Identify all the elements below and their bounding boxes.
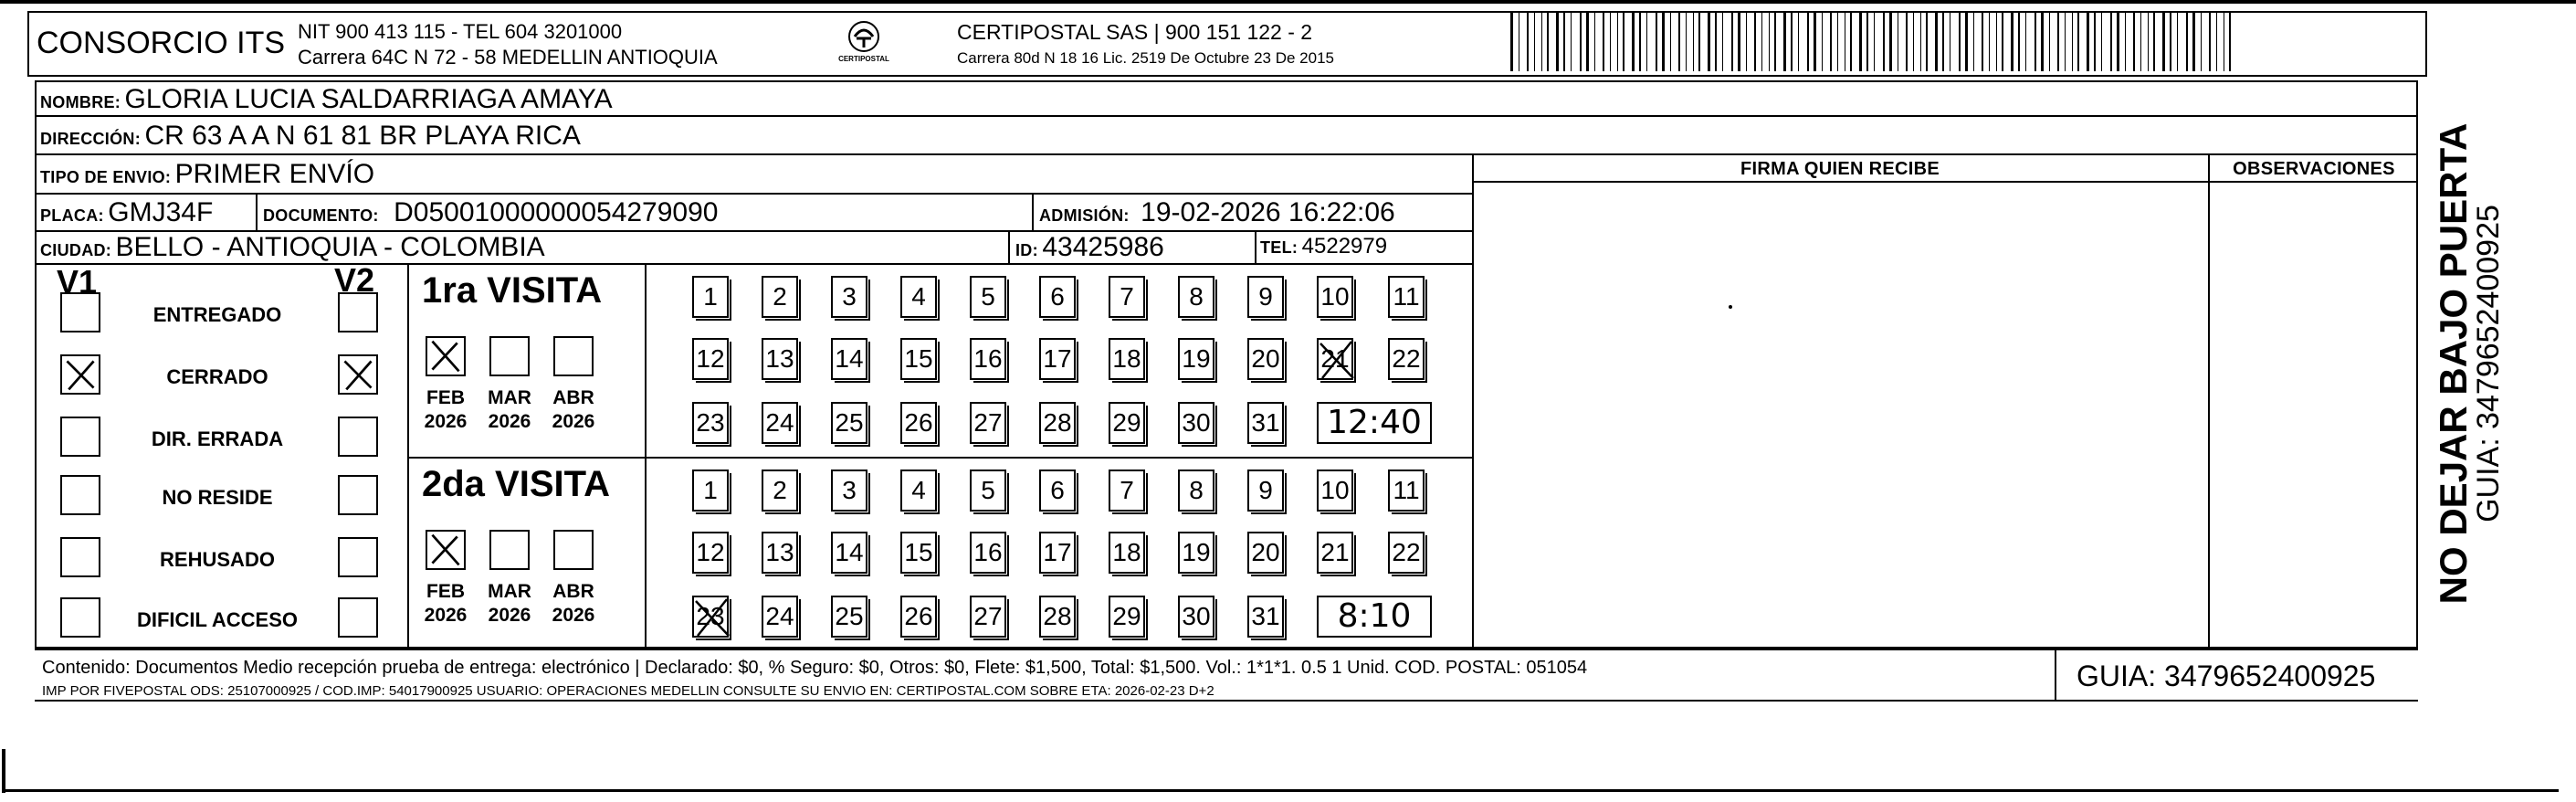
footer-guia: GUIA: 3479652400925 (2077, 660, 2376, 692)
day-box[interactable]: 22 (1388, 532, 1425, 574)
day-box[interactable]: 9 (1247, 470, 1284, 512)
signature-dot (1729, 305, 1732, 309)
day-box[interactable]: 30 (1178, 596, 1214, 638)
tel-label: TEL: (1260, 238, 1299, 257)
day-mark (692, 596, 732, 641)
documento-field (263, 197, 718, 228)
admision-value: 19-02-2026 16:22:06 (1141, 197, 1395, 227)
month-year: 2026 (424, 605, 468, 626)
day-mark (1317, 338, 1357, 384)
bottom-edge (2, 789, 2559, 792)
direccion-value: CR 63 A A N 61 81 BR PLAYA RICA (144, 121, 581, 151)
status-checkbox-v1[interactable] (60, 417, 100, 457)
day-box[interactable]: 29 (1109, 596, 1145, 638)
day-box[interactable]: 3 (831, 276, 867, 318)
contenido-line: Contenido: Documentos Medio recepción prueba de entrega: electrónico | Declarado: $0, % Seguro: $0, Otros: $0, Flete: $1,500, Total: $1,500. Vol.: 1*1*1. 0.5 1 Unid. COD. POSTAL: 051054 (42, 658, 1588, 678)
admision-label: ADMISIÓN: (1039, 206, 1130, 225)
tipo-value: PRIMER ENVÍO (174, 159, 375, 189)
day-box[interactable]: 7 (1109, 276, 1145, 318)
month-checkbox[interactable] (553, 336, 594, 376)
ciudad-label: CIUDAD: (40, 241, 112, 259)
company-nit: NIT 900 413 115 - TEL 604 3201000 (298, 20, 623, 43)
day-box[interactable]: 15 (900, 532, 937, 574)
day-box[interactable]: 30 (1178, 402, 1214, 444)
placa-field (40, 197, 213, 228)
visit-time[interactable]: 12:40 (1317, 402, 1432, 444)
company-name: CONSORCIO ITS (37, 26, 286, 60)
day-box[interactable]: 21 (1317, 338, 1353, 380)
day-box[interactable]: 17 (1039, 532, 1076, 574)
month-checkbox[interactable] (426, 530, 466, 570)
left-edge-mark (2, 749, 5, 793)
month-year: 2026 (552, 411, 595, 432)
status-checkbox-v2[interactable] (338, 597, 378, 638)
barcode (1510, 13, 2236, 71)
col-line (2208, 153, 2210, 649)
row-line (35, 115, 2418, 117)
ciudad-value: BELLO - ANTIOQUIA - COLOMBIA (115, 232, 545, 262)
row-line (407, 457, 1472, 459)
day-box[interactable]: 10 (1317, 470, 1353, 512)
tipo-field (40, 159, 374, 190)
day-box[interactable]: 6 (1039, 470, 1076, 512)
day-box[interactable]: 12 (692, 338, 729, 380)
day-box[interactable]: 13 (762, 338, 798, 380)
visit-title: 1ra VISITA (422, 270, 603, 311)
status-label: DIFICIL ACCESO (136, 608, 298, 631)
id-value: 43425986 (1042, 232, 1164, 262)
imp-line: IMP POR FIVEPOSTAL ODS: 25107000925 / COD.IMP: 54017900925 USUARIO: OPERACIONES MEDELLIN CONSULTE SU ENVIO EN: CERTIPOSTAL.COM SOBRE ETA: 2026-02-23 D+2 (42, 683, 1214, 699)
observaciones-header: OBSERVACIONES (2233, 159, 2395, 179)
day-box[interactable]: 20 (1247, 532, 1284, 574)
status-checkbox-v1[interactable] (60, 292, 100, 332)
ciudad-field (40, 232, 545, 263)
month-checkbox[interactable] (489, 336, 530, 376)
company-address: Carrera 64C N 72 - 58 MEDELLIN ANTIOQUIA (298, 46, 718, 69)
day-box[interactable]: 25 (831, 596, 867, 638)
day-box[interactable]: 19 (1178, 532, 1214, 574)
month-name: FEB (426, 581, 465, 602)
day-box[interactable]: 24 (762, 596, 798, 638)
month-name: MAR (488, 581, 531, 602)
col-line (645, 263, 647, 649)
id-field (1015, 232, 1164, 263)
day-box[interactable]: 13 (762, 532, 798, 574)
admision-field (1039, 197, 1395, 228)
day-box[interactable]: 19 (1178, 338, 1214, 380)
status-checkbox-v2[interactable] (338, 354, 378, 395)
nombre-field (40, 84, 613, 115)
month-year: 2026 (488, 411, 531, 432)
month-checkbox[interactable] (553, 530, 594, 570)
day-box[interactable]: 23 (692, 596, 729, 638)
day-box[interactable]: 17 (1039, 338, 1076, 380)
day-box[interactable]: 16 (970, 532, 1006, 574)
visit-title: 2da VISITA (422, 464, 610, 504)
nombre-label: NOMBRE: (40, 93, 121, 111)
status-label: ENTREGADO (152, 303, 282, 326)
status-label: NO RESIDE (162, 486, 273, 509)
day-box[interactable]: 21 (1317, 532, 1353, 574)
status-checkbox-v1[interactable] (60, 354, 100, 395)
day-box[interactable]: 2 (762, 276, 798, 318)
day-box[interactable]: 18 (1109, 532, 1145, 574)
day-box[interactable]: 28 (1039, 596, 1076, 638)
tel-value: 4522979 (1301, 234, 1388, 259)
day-box[interactable]: 12 (692, 532, 729, 574)
col-line (1472, 153, 1474, 649)
status-label: REHUSADO (160, 548, 275, 571)
month-name: ABR (552, 387, 594, 408)
row-line (35, 263, 1472, 265)
month-checkbox[interactable] (426, 336, 466, 376)
day-box[interactable]: 5 (970, 470, 1006, 512)
id-label: ID: (1015, 241, 1038, 259)
day-box[interactable]: 14 (831, 532, 867, 574)
day-box[interactable]: 8 (1178, 470, 1214, 512)
day-box[interactable]: 26 (900, 596, 937, 638)
col-line (407, 263, 409, 649)
day-box[interactable]: 1 (692, 276, 729, 318)
day-box[interactable]: 6 (1039, 276, 1076, 318)
day-box[interactable]: 5 (970, 276, 1006, 318)
day-box[interactable]: 11 (1388, 470, 1425, 512)
day-box[interactable]: 10 (1317, 276, 1353, 318)
day-box[interactable]: 31 (1247, 596, 1284, 638)
status-label: CERRADO (166, 365, 268, 388)
status-checkbox-v2[interactable] (338, 417, 378, 457)
side-warning: NO DEJAR BAJO PUERTA (2432, 122, 2475, 605)
row-line (35, 193, 1472, 195)
logo-text: CERTIPOSTAL (838, 55, 889, 63)
status-checkbox-v1[interactable] (60, 537, 100, 577)
day-box[interactable]: 22 (1388, 338, 1425, 380)
day-box[interactable]: 1 (692, 470, 729, 512)
day-box[interactable]: 24 (762, 402, 798, 444)
direccion-label: DIRECCIÓN: (40, 130, 141, 148)
month-name: ABR (552, 581, 594, 602)
month-name: FEB (426, 387, 465, 408)
day-box[interactable]: 20 (1247, 338, 1284, 380)
month-checkbox[interactable] (489, 530, 530, 570)
status-checkbox-v1[interactable] (60, 475, 100, 515)
day-box[interactable]: 4 (900, 276, 937, 318)
day-box[interactable]: 15 (900, 338, 937, 380)
month-year: 2026 (424, 411, 468, 432)
day-box[interactable]: 26 (900, 402, 937, 444)
operator-address: Carrera 80d N 18 16 Lic. 2519 De Octubre 23 De 2015 (957, 49, 1334, 67)
row-line (1472, 181, 2418, 183)
day-box[interactable]: 27 (970, 402, 1006, 444)
col-line (1255, 230, 1256, 263)
placa-label: PLACA: (40, 206, 104, 225)
month-year: 2026 (488, 605, 531, 626)
v2-header: V2 (334, 261, 375, 299)
row-line (35, 700, 2418, 702)
documento-label: DOCUMENTO: (263, 206, 379, 225)
day-box[interactable]: 23 (692, 402, 729, 444)
status-checkbox-v2[interactable] (338, 475, 378, 515)
col-line (2055, 649, 2056, 700)
day-box[interactable]: 2 (762, 470, 798, 512)
day-box[interactable]: 8 (1178, 276, 1214, 318)
tipo-label: TIPO DE ENVIO: (40, 168, 172, 186)
v1-header: V1 (57, 263, 98, 301)
day-box[interactable]: 9 (1247, 276, 1284, 318)
month-name: MAR (488, 387, 531, 408)
day-box[interactable]: 18 (1109, 338, 1145, 380)
top-edge (0, 0, 2576, 4)
status-checkbox-v2[interactable] (338, 292, 378, 332)
documento-value: D05001000000054279090 (394, 197, 719, 227)
day-box[interactable]: 27 (970, 596, 1006, 638)
side-guia: GUIA: 3479652400925 (2471, 205, 2506, 522)
month-year: 2026 (552, 605, 595, 626)
visit-time[interactable]: 8:10 (1317, 596, 1432, 638)
row-line (35, 153, 2418, 155)
day-box[interactable]: 4 (900, 470, 937, 512)
status-label: DIR. ERRADA (151, 427, 284, 450)
placa-value: GMJ34F (108, 197, 214, 227)
day-box[interactable]: 31 (1247, 402, 1284, 444)
row-line (35, 649, 2418, 650)
day-box[interactable]: 7 (1109, 470, 1145, 512)
col-line (256, 193, 258, 231)
day-box[interactable]: 11 (1388, 276, 1425, 318)
col-line (1032, 193, 1034, 231)
day-box[interactable]: 29 (1109, 402, 1145, 444)
col-line (1008, 230, 1010, 263)
status-checkbox-v2[interactable] (338, 537, 378, 577)
direccion-field (40, 121, 581, 152)
status-checkbox-v1[interactable] (60, 597, 100, 638)
operator-line: CERTIPOSTAL SAS | 900 151 122 - 2 (957, 20, 1313, 44)
day-box[interactable]: 3 (831, 470, 867, 512)
day-box[interactable]: 16 (970, 338, 1006, 380)
firma-header: FIRMA QUIEN RECIBE (1740, 159, 1940, 179)
certipostal-logo (836, 18, 891, 73)
day-box[interactable]: 25 (831, 402, 867, 444)
day-box[interactable]: 28 (1039, 402, 1076, 444)
nombre-value: GLORIA LUCIA SALDARRIAGA AMAYA (124, 84, 613, 114)
day-box[interactable]: 14 (831, 338, 867, 380)
tel-field (1260, 234, 1387, 259)
